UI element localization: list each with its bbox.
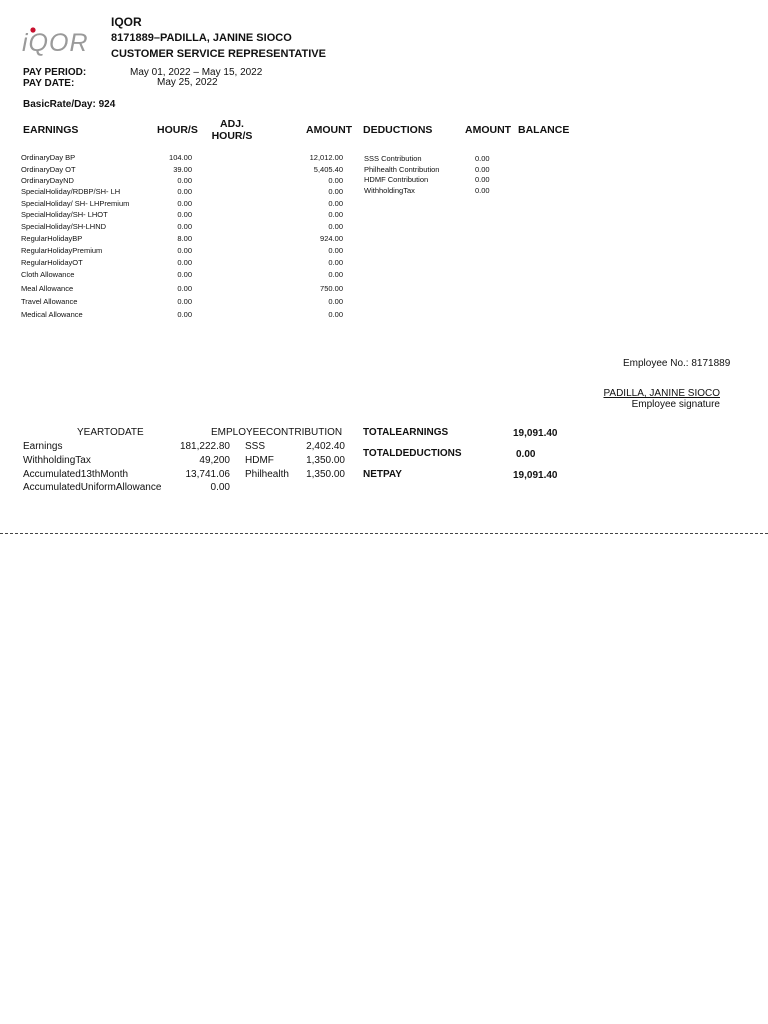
earning-amount: 0.00 bbox=[328, 199, 343, 208]
earning-label: SpecialHoliday/SH- LHOT bbox=[21, 210, 108, 219]
earning-hours: 0.00 bbox=[177, 246, 192, 255]
contrib-value: 2,402.40 bbox=[306, 441, 345, 452]
contrib-label: HDMF bbox=[245, 455, 274, 466]
earning-label: OrdinaryDay BP bbox=[21, 153, 76, 162]
earning-amount: 0.00 bbox=[328, 297, 343, 306]
ytd-label: Accumulated13thMonth bbox=[23, 469, 129, 480]
earning-hours: 0.00 bbox=[177, 222, 192, 231]
employee-position: CUSTOMER SERVICE REPRESENTATIVE bbox=[111, 48, 326, 60]
earning-hours: 0.00 bbox=[177, 210, 192, 219]
signature-label: Employee signature bbox=[631, 399, 720, 410]
total-earnings-value: 19,091.40 bbox=[513, 428, 558, 439]
deduction-amount: 0.00 bbox=[475, 165, 490, 174]
earning-label: OrdinaryDayND bbox=[21, 176, 74, 185]
earning-hours: 8.00 bbox=[177, 234, 192, 243]
deduction-label: HDMF Contribution bbox=[364, 175, 429, 184]
total-deductions-value: 0.00 bbox=[516, 449, 536, 460]
earning-amount: 0.00 bbox=[328, 210, 343, 219]
pay-period-value: May 01, 2022 – May 15, 2022 bbox=[130, 67, 263, 78]
deduction-amount: 0.00 bbox=[475, 186, 490, 195]
adj-header-line1: ADJ. bbox=[220, 118, 244, 130]
net-pay-label: NETPAY bbox=[363, 469, 402, 480]
ytd-label: WithholdingTax bbox=[23, 455, 91, 466]
total-earnings-label: TOTALEARNINGS bbox=[363, 427, 449, 438]
deduction-amount: 0.00 bbox=[475, 154, 490, 163]
deductions-header: DEDUCTIONS bbox=[363, 124, 433, 136]
employee-id-name: 8171889–PADILLA, JANINE SIOCO bbox=[111, 32, 292, 44]
balance-header: BALANCE bbox=[518, 124, 570, 136]
signature-name-text: PADILLA, JANINE SIOCO bbox=[603, 388, 720, 399]
ytd-value: 13,741.06 bbox=[185, 469, 230, 480]
earning-label: RegularHolidayPremium bbox=[21, 246, 103, 255]
earning-amount: 5,405.40 bbox=[313, 165, 343, 174]
earning-hours: 0.00 bbox=[177, 187, 192, 196]
contrib-label: Philhealth bbox=[245, 469, 289, 480]
deduction-label: Philhealth Contribution bbox=[364, 165, 440, 174]
earning-amount: 0.00 bbox=[328, 270, 343, 279]
earning-amount: 0.00 bbox=[328, 187, 343, 196]
earning-amount: 924.00 bbox=[320, 234, 343, 243]
earning-hours: 0.00 bbox=[177, 199, 192, 208]
earning-amount: 0.00 bbox=[328, 222, 343, 231]
pay-period-label: PAY PERIOD: bbox=[23, 67, 87, 78]
earning-amount: 750.00 bbox=[320, 284, 343, 293]
earning-hours: 0.00 bbox=[177, 270, 192, 279]
employee-number: Employee No.: 8171889 bbox=[623, 358, 731, 369]
earning-amount: 12,012.00 bbox=[309, 153, 343, 162]
earning-label: OrdinaryDay OT bbox=[21, 165, 76, 174]
earning-label: RegularHolidayOT bbox=[21, 258, 83, 267]
logo-text: iQOR bbox=[22, 29, 89, 56]
earning-hours: 0.00 bbox=[177, 258, 192, 267]
net-pay-value: 19,091.40 bbox=[513, 470, 558, 481]
deduction-amount: 0.00 bbox=[475, 175, 490, 184]
adj-header-line2: HOUR/S bbox=[211, 130, 253, 142]
deduction-label: WithholdingTax bbox=[364, 186, 415, 195]
ytd-label: Earnings bbox=[23, 441, 63, 452]
basic-rate: BasicRate/Day: 924 bbox=[23, 99, 116, 110]
deduction-amount-header: AMOUNT bbox=[465, 124, 512, 136]
earning-amount: 0.00 bbox=[328, 310, 343, 319]
earning-label: RegularHolidayBP bbox=[21, 234, 83, 243]
earning-hours: 104.00 bbox=[169, 153, 192, 162]
ytd-value: 49,200 bbox=[199, 455, 230, 466]
contrib-value: 1,350.00 bbox=[306, 455, 345, 466]
ytd-label: AccumulatedUniformAllowance bbox=[23, 482, 162, 493]
earning-label: SpecialHoliday/ SH- LHPremium bbox=[21, 199, 130, 208]
earning-label: Cloth Allowance bbox=[21, 270, 75, 279]
earning-amount: 0.00 bbox=[328, 176, 343, 185]
deduction-label: SSS Contribution bbox=[364, 154, 422, 163]
earning-label: Meal Allowance bbox=[21, 284, 74, 293]
earning-label: Medical Allowance bbox=[21, 310, 83, 319]
ytd-header: YEARTODATE bbox=[77, 427, 144, 438]
earning-hours: 0.00 bbox=[177, 297, 192, 306]
cut-line-divider bbox=[0, 533, 768, 534]
earning-label: Travel Allowance bbox=[21, 297, 78, 306]
company-name: IQOR bbox=[111, 15, 142, 29]
earning-label: SpecialHoliday/SH-LHND bbox=[21, 222, 107, 231]
hours-header: HOUR/S bbox=[157, 124, 198, 136]
total-deductions-label: TOTALDEDUCTIONS bbox=[363, 448, 462, 459]
contrib-header: EMPLOYEECONTRIBUTION bbox=[211, 427, 343, 438]
earning-hours: 0.00 bbox=[177, 310, 192, 319]
contrib-value: 1,350.00 bbox=[306, 469, 345, 480]
earning-label: SpecialHoliday/RDBP/SH- LH bbox=[21, 187, 121, 196]
ytd-value: 0.00 bbox=[210, 482, 230, 493]
signature-name bbox=[560, 388, 720, 399]
pay-date-label: PAY DATE: bbox=[23, 78, 75, 89]
contrib-label: SSS bbox=[245, 441, 266, 452]
iqor-logo bbox=[22, 26, 100, 56]
earning-hours: 39.00 bbox=[173, 165, 192, 174]
earning-hours: 0.00 bbox=[177, 284, 192, 293]
earning-amount: 0.00 bbox=[328, 246, 343, 255]
earning-amount: 0.00 bbox=[328, 258, 343, 267]
amount-header: AMOUNT bbox=[306, 124, 353, 136]
earnings-header: EARNINGS bbox=[23, 124, 79, 136]
earning-hours: 0.00 bbox=[177, 176, 192, 185]
pay-date-value: May 25, 2022 bbox=[157, 77, 218, 88]
ytd-value: 181,222.80 bbox=[179, 441, 230, 452]
